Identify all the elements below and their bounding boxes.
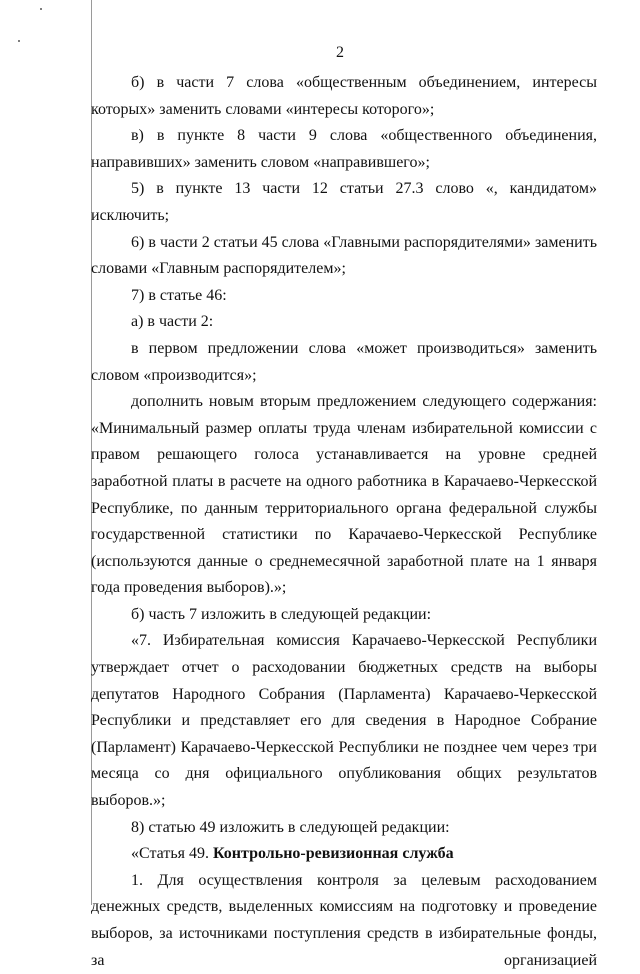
- paragraph: 1. Для осуществления контроля за целевым расходованием денежных средств, выделенных комиссиям на подготовку и проведение выборов, за источниками поступления средств в избирательные фонды, за организацией: [91, 871, 597, 969]
- scan-speck: [18, 40, 20, 42]
- paragraph: 8) статью 49 изложить в следующей редакции:: [131, 818, 450, 836]
- paragraph: в первом предложении слова «может производиться» заменить словом «производится»;: [91, 339, 597, 384]
- paragraph: «7. Избирательная комиссия Карачаево-Черкесской Республики утверждает отчет о расходовании бюджетных средств на выборы депутатов Народного Собрания (Парламента) Карачаево-Черкесской Республики и представляет его для сведения в Народное Собрание (Парламент) Карачаево-Черкесской Республики не позднее чем через три месяца со дня официального опубликования общих результатов выборов.»;: [91, 632, 597, 810]
- paragraph: в) в пункте 8 части 9 слова «общественного объединения, направивших» заменить словом «направившего»;: [91, 127, 597, 171]
- article-heading: [91, 841, 597, 868]
- page-number: 2: [336, 44, 344, 61]
- paragraph: б) в части 7 слова «общественным объединением, интересы которых» заменить словами «интересы которого»;: [91, 74, 597, 118]
- paragraph: а) в части 2:: [131, 313, 214, 331]
- scan-speck: [40, 8, 42, 10]
- paragraph: 6) в части 2 статьи 45 слова «Главными распорядителями» заменить словами «Главным распорядителем»;: [91, 233, 597, 278]
- article-heading-prefix: «Статья 49.: [131, 845, 213, 863]
- paragraph: дополнить новым вторым предложением следующего содержания: «Минимальный размер оплаты труда членам избирательной комиссии с правом решающего голоса устанавливается на уровне средней заработной платы в расчете на одного работника в Карачаево-Черкесской Республике, по данным территориального органа федеральной службы государственной статистики по Карачаево-Черкесской Республике (используются данные о среднемесячной заработной плате на 1 января года проведения выборов).»;: [91, 393, 597, 597]
- paragraph: 7) в статье 46:: [131, 286, 227, 304]
- paragraph: 5) в пункте 13 части 12 статьи 27.3 слово «, кандидатом» исключить;: [91, 180, 597, 224]
- paragraph: б) часть 7 изложить в следующей редакции:: [131, 605, 432, 623]
- document-body: [91, 70, 597, 974]
- article-heading-title: Контрольно-ревизионная служба: [212, 845, 454, 863]
